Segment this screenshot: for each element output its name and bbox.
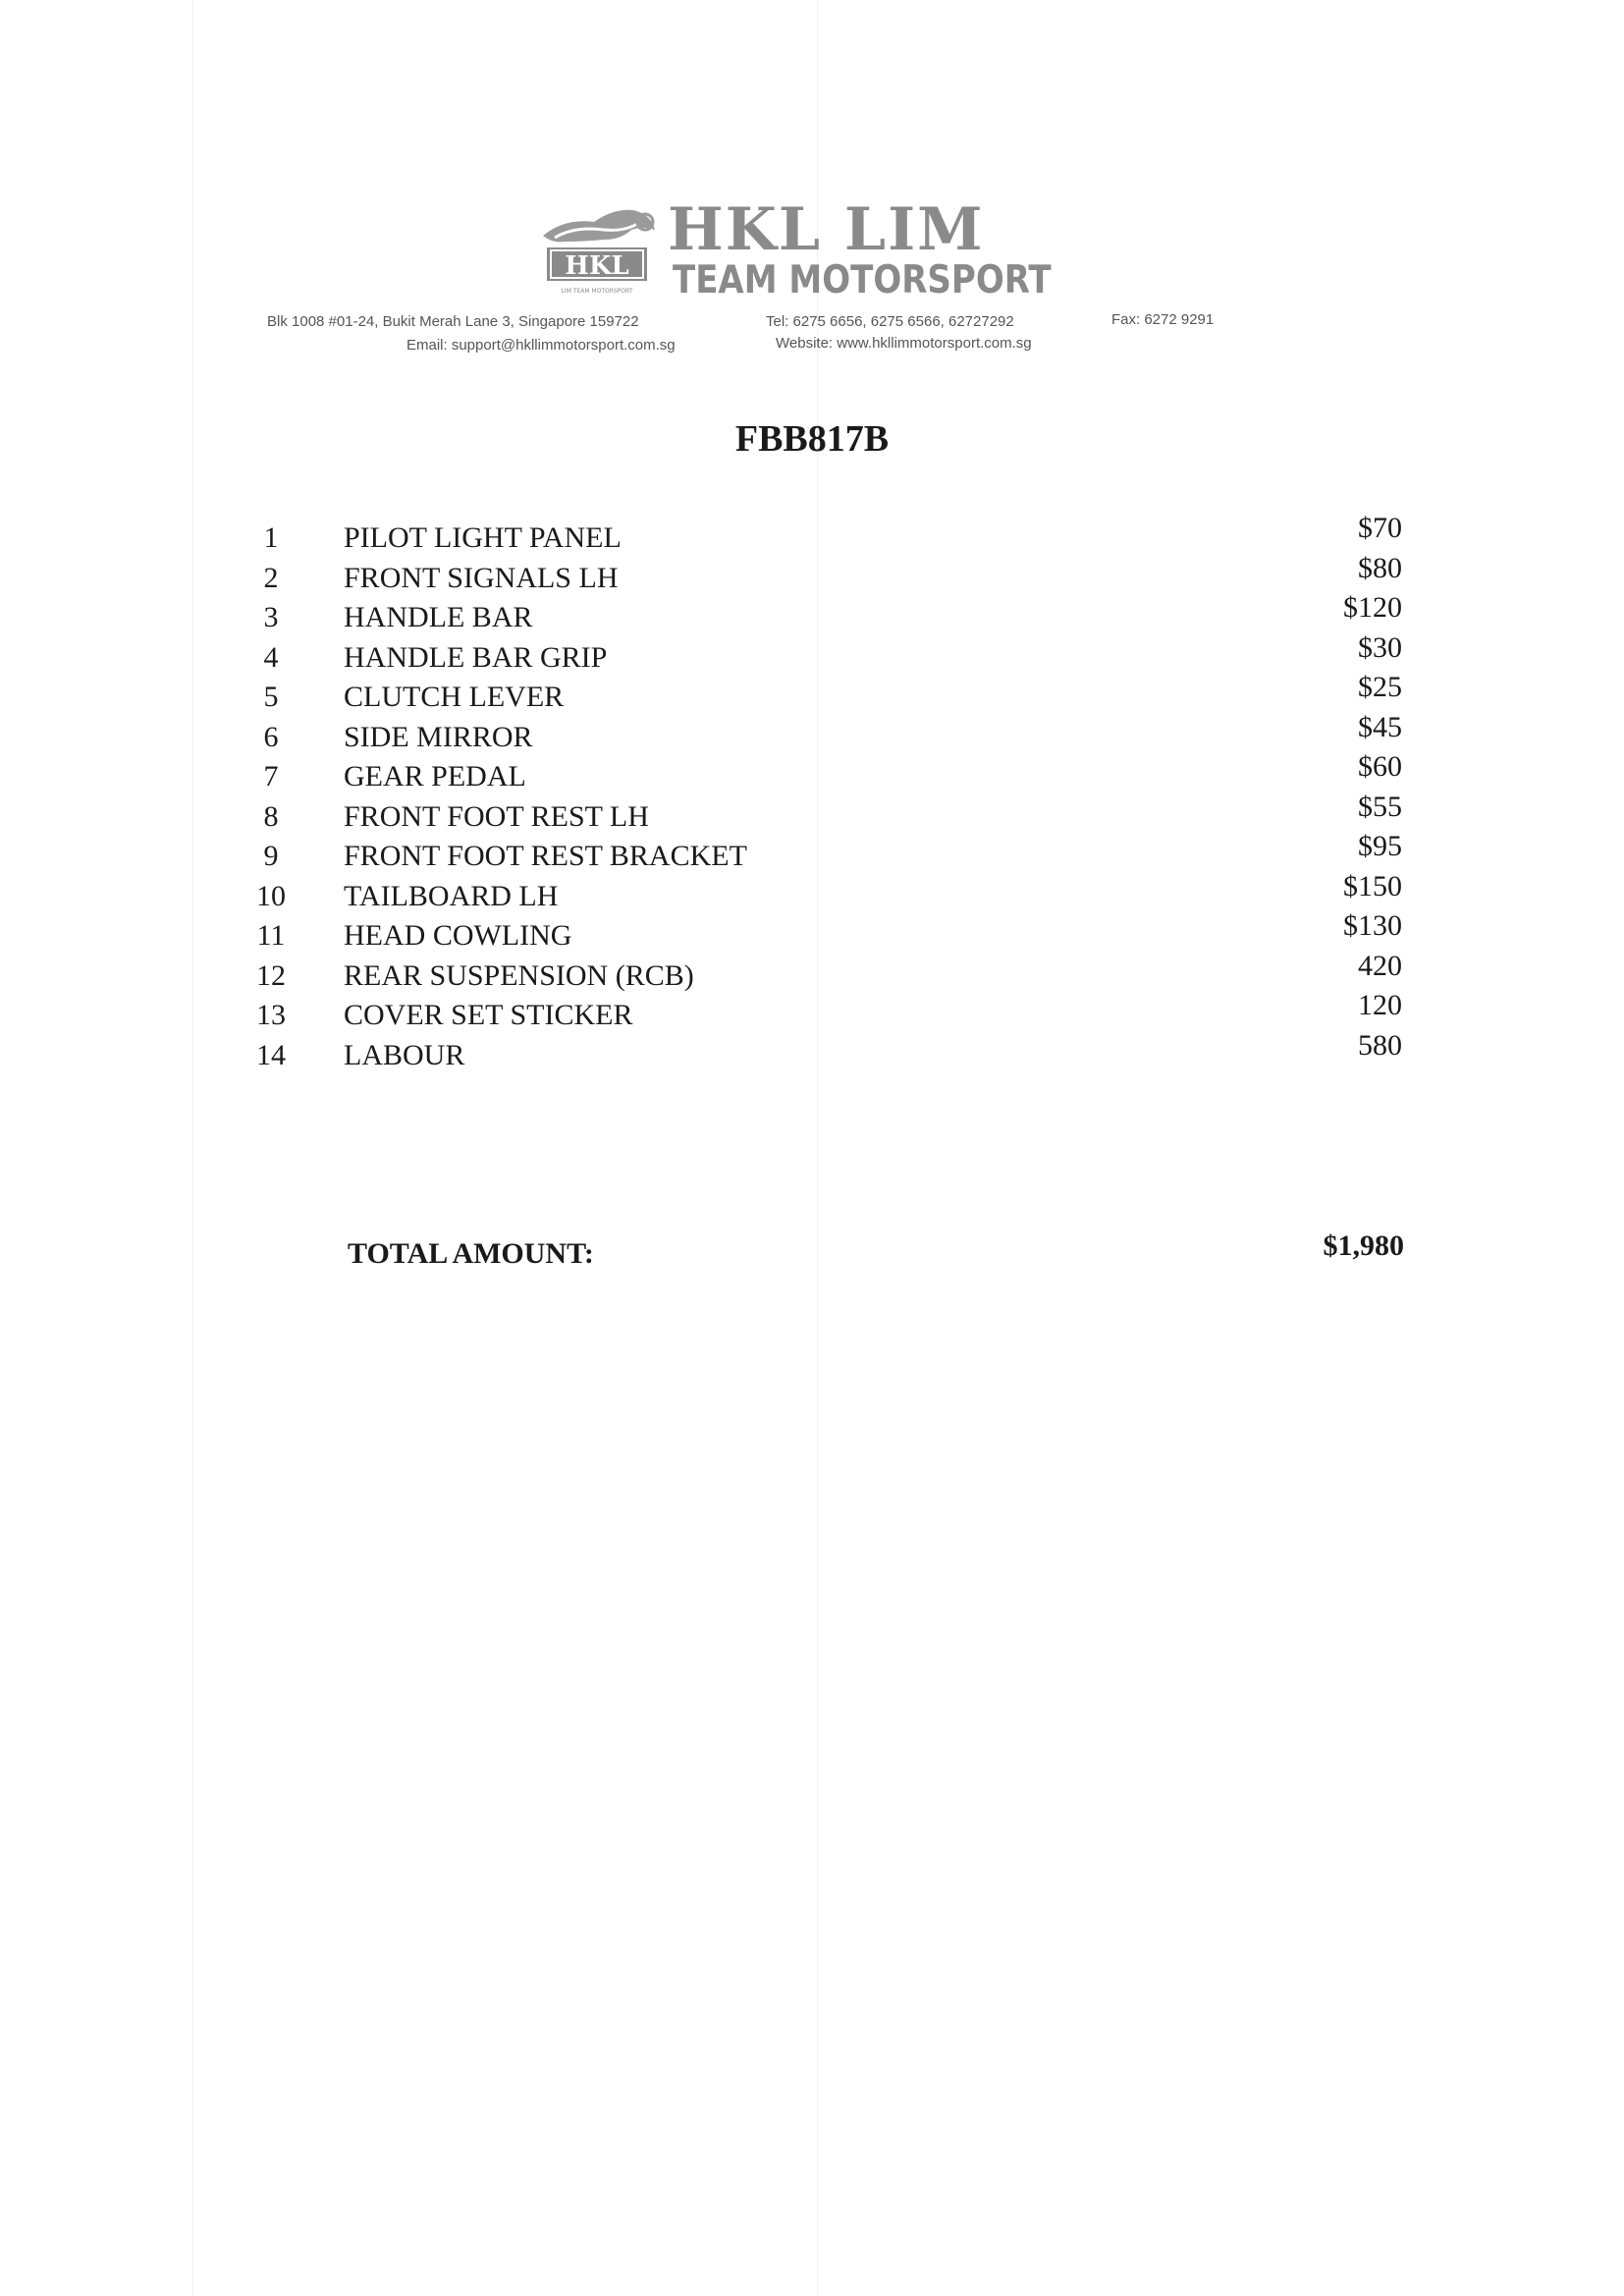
item-number: 1 [263, 521, 279, 554]
item-number: 8 [263, 799, 279, 833]
item-description: CLUTCH LEVER [344, 681, 565, 713]
item-description: HEAD COWLING [344, 919, 572, 952]
item-price: $120 [1343, 591, 1402, 624]
item-price: $60 [1358, 750, 1402, 783]
item-price: 120 [1358, 989, 1402, 1021]
item-price: $70 [1358, 512, 1402, 544]
logo-badge-subtext: LIM TEAM MOTORSPORT [561, 288, 633, 295]
item-description: LABOUR [344, 1038, 465, 1071]
item-price: $25 [1358, 671, 1402, 703]
item-price: 420 [1358, 949, 1402, 982]
company-subtitle: TEAM MOTORSPORT [673, 257, 1052, 303]
company-tel: Tel: 6275 6656, 6275 6566, 62727292 [766, 313, 1014, 330]
item-price: 580 [1358, 1028, 1402, 1062]
item-number: 9 [263, 840, 279, 872]
item-price: $45 [1358, 710, 1402, 743]
item-description: PILOT LIGHT PANEL [344, 521, 622, 554]
item-description: FRONT FOOT REST BRACKET [344, 840, 747, 872]
company-address: Blk 1008 #01-24, Bukit Merah Lane 3, Singapore 159722 [267, 313, 639, 330]
motorcycle-logo-icon [535, 196, 663, 304]
item-description: SIDE MIRROR [344, 720, 533, 753]
company-name: HKL LIM [668, 195, 985, 264]
item-number: 6 [263, 720, 279, 753]
logo-badge-text: HKL [565, 251, 629, 281]
item-price: $130 [1343, 909, 1402, 942]
item-number: 13 [256, 999, 286, 1031]
list-item [0, 1028, 1624, 1075]
item-description: HANDLE BAR GRIP [344, 640, 608, 674]
company-fax: Fax: 6272 9291 [1111, 311, 1215, 328]
item-price: $30 [1358, 630, 1402, 664]
company-logo [535, 187, 1052, 304]
item-price: $55 [1358, 790, 1402, 823]
item-description: FRONT FOOT REST LH [344, 799, 649, 833]
item-description: HANDLE BAR [344, 601, 533, 633]
item-number: 10 [256, 879, 286, 912]
item-number: 4 [263, 640, 279, 674]
total-value: $1,980 [1323, 1230, 1404, 1262]
letterhead [0, 187, 1624, 363]
item-description: GEAR PEDAL [344, 760, 526, 793]
total-label: TOTAL AMOUNT: [348, 1237, 594, 1270]
item-number: 14 [256, 1038, 286, 1071]
item-description: FRONT SIGNALS LH [344, 561, 619, 594]
item-number: 3 [263, 601, 279, 633]
item-number: 5 [263, 681, 279, 713]
document-title: FBB817B [734, 418, 890, 460]
item-number: 11 [256, 919, 286, 952]
item-price: $80 [1358, 551, 1402, 584]
item-description: REAR SUSPENSION (RCB) [344, 958, 694, 992]
item-number: 7 [263, 760, 279, 793]
item-number: 12 [256, 958, 286, 992]
item-description: COVER SET STICKER [344, 999, 633, 1031]
company-email: Email: support@hkllimmotorsport.com.sg [406, 337, 676, 354]
item-price: $150 [1343, 869, 1402, 902]
company-website: Website: www.hkllimmotorsport.com.sg [776, 335, 1032, 352]
item-description: TAILBOARD LH [344, 879, 559, 912]
item-number: 2 [263, 561, 279, 594]
item-price: $95 [1358, 830, 1402, 862]
